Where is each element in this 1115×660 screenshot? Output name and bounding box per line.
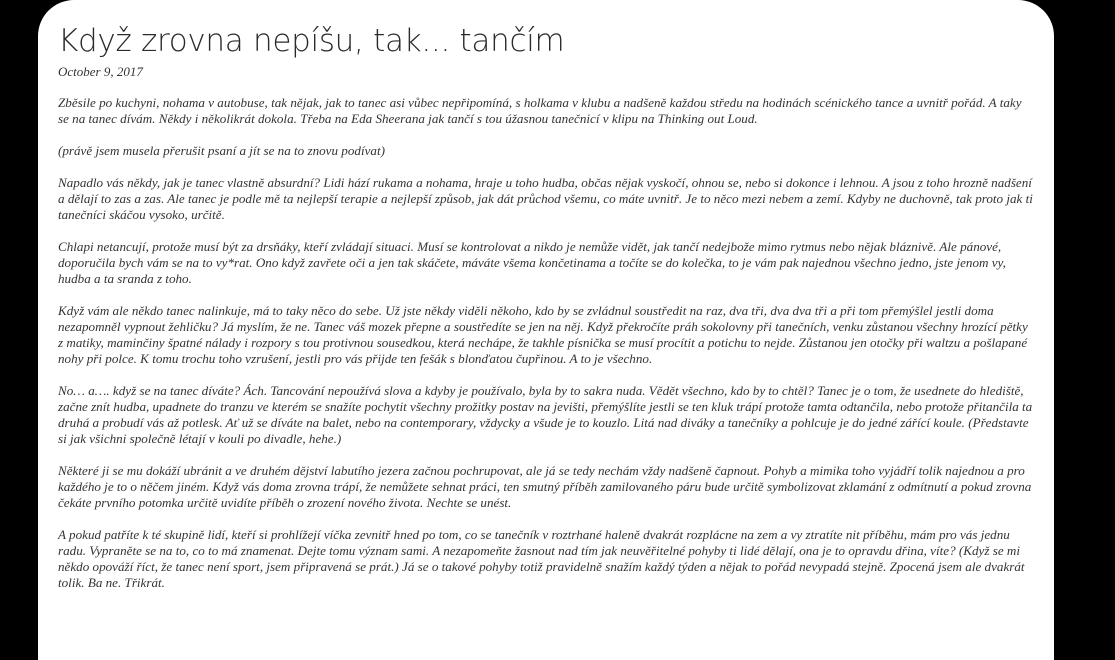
- post-paragraph: A pokud patříte k té skupině lidí, kteří si prohlížejí víčka zevnitř hned po tom, co se tanečník v roztrhané haleně dvakrát rozplácne na zem a vy ztratíte nit příběhu, mám pro vás jednu radu. Vypraněte se na to, co to má znamenat. Dejte tomu význam sami. A nezapomeňte žasnout nad tím jak neuvěřitelné pohyby ti lidé dělají, ona je to opravdu dřina, víte? (Když se mi někdo opováží říct, že tanec není sport, jsem připravená se prát.) Já se o takové pohyby totiž pravidelně snažím každý týden a nějak to pořád nevypadá stejně. Zpocená jsem ale dvakrát tolik. Ba ne. Třikrát.: [58, 527, 1025, 590]
- post-title: Když zrovna nepíšu, tak... tančím: [58, 23, 565, 59]
- post-paragraph: Zběsile po kuchyni, nohama v autobuse, tak nějak, jak to tanec asi vůbec nepřipomíná, s holkama v klubu a nadšeně každou středu na hodinách scénického tance a uvnitř pořád. A taky se na tanec dívám. Někdy i několikrát dokola. Třeba na Eda Sheerana jak tančí s tou úžasnou tanečnicí v klipu na Thinking out Loud.: [58, 95, 1022, 126]
- post-date: October 9, 2017: [58, 64, 143, 79]
- post-paragraph: Některé ji se mu dokáží ubránit a ve druhém dějství labutího jezera začnou pochrupovat, ale já se tedy nechám vždy nadšeně čapnout. Pohyb a mimika toho vyjádří tolik najednou a pro každého je to o něčem jiném. Když vás doma zrovna trápí, že nemůžete sehnat práci, ten smutný příběh zamilovaného páru bude určitě symbolizovat zklamání z odmítnutí a pokud zrovna čekáte prvního potomka určitě uvidíte příběh o zrození nového života. Nechte se unést.: [58, 463, 1032, 510]
- post-body: [58, 95, 1034, 591]
- post-paragraph: Když vám ale někdo tanec nalinkuje, má to taky něco do sebe. Už jste někdy viděli někoho, kdo by se zvládnul soustředit na raz, dva tři, dva dva tři a při tom přemýšlel jestli doma nezapomněl vypnout žehličku? Já myslím, že ne. Tanec váš mozek přepne a soustředíte se jen na něj. Když překročíte práh sokolovny při tanečních, venku zůstanou všechny hrozící pětky z matiky, maminčiny špatné nálady i rozpory s tou protivnou sousedkou, která nechápe, že takhle písnička se musí procítit a potichu to nejde. Zůstanou jen otočky při waltzu a pošlapané nohy při polce. K tomu trochu toho vzrušení, jestli pro vás přijde ten fešák s blonďatou čupřinou. A to je všechno.: [58, 303, 1028, 366]
- post-paragraph: (právě jsem musela přerušit psaní a jít se na to znovu podívat): [58, 143, 385, 158]
- post-paragraph: Chlapi netancují, protože musí být za drsňáky, kteří zvládají situaci. Musí se kontrolovat a nikdo je nemůže vidět, jak tančí nedejbože mimo rytmus nebo nějak bláznivě. Ale pánové, doporučila bych vám se na to vy*rat. Ono když zavřete oči a jen tak skáčete, máváte všema končetinama a točíte se do kolečka, to je vám pak najednou všechno jedno, jste jenom vy, hudba a ta sranda z toho.: [58, 239, 1006, 286]
- post-paragraph: Napadlo vás někdy, jak je tanec vlastně absurdní? Lidi hází rukama a nohama, hraje u toho hudba, občas nějak vyskočí, ohnou se, nebo si dokonce i lehnou. A jsou z toho hrozně nadšení a dělají to zas a zas. Ale tanec je podle mě ta nejlepší terapie a nejlepší způsob, jak dát průchod všemu, co máte uvnitř. Je to něco mezi nebem a zemí. Kdyby ne duchovně, tak proto jak ti tanečníci skáčou vysoko, určitě.: [58, 175, 1033, 222]
- post-paragraph: No… a…. když se na tanec díváte? Ách. Tancování nepoužívá slova a kdyby je používalo, byla by to sakra nuda. Vědět všechno, kdo by to chtěl? Tanec je o tom, že usednete do hlediště, začne znít hudba, upadnete do tranzu ve kterém se snažíte pochytit všechny prožitky postav na jevišti, přemýšlíte jestli se ten kluk trápí protože tamta odtančila, nebo protože přitančila ta druhá a probudí vás až potlesk. Ať už se díváte na balet, nebo na contemporary, vždycky a všude je to kouzlo. Litá nad diváky a tanečníky a pohlcuje je do jedné zářící koule. (Představte si jak všichni společně létají v kouli po divadle, hehe.): [58, 383, 1033, 446]
- blog-post-card: [38, 0, 1054, 660]
